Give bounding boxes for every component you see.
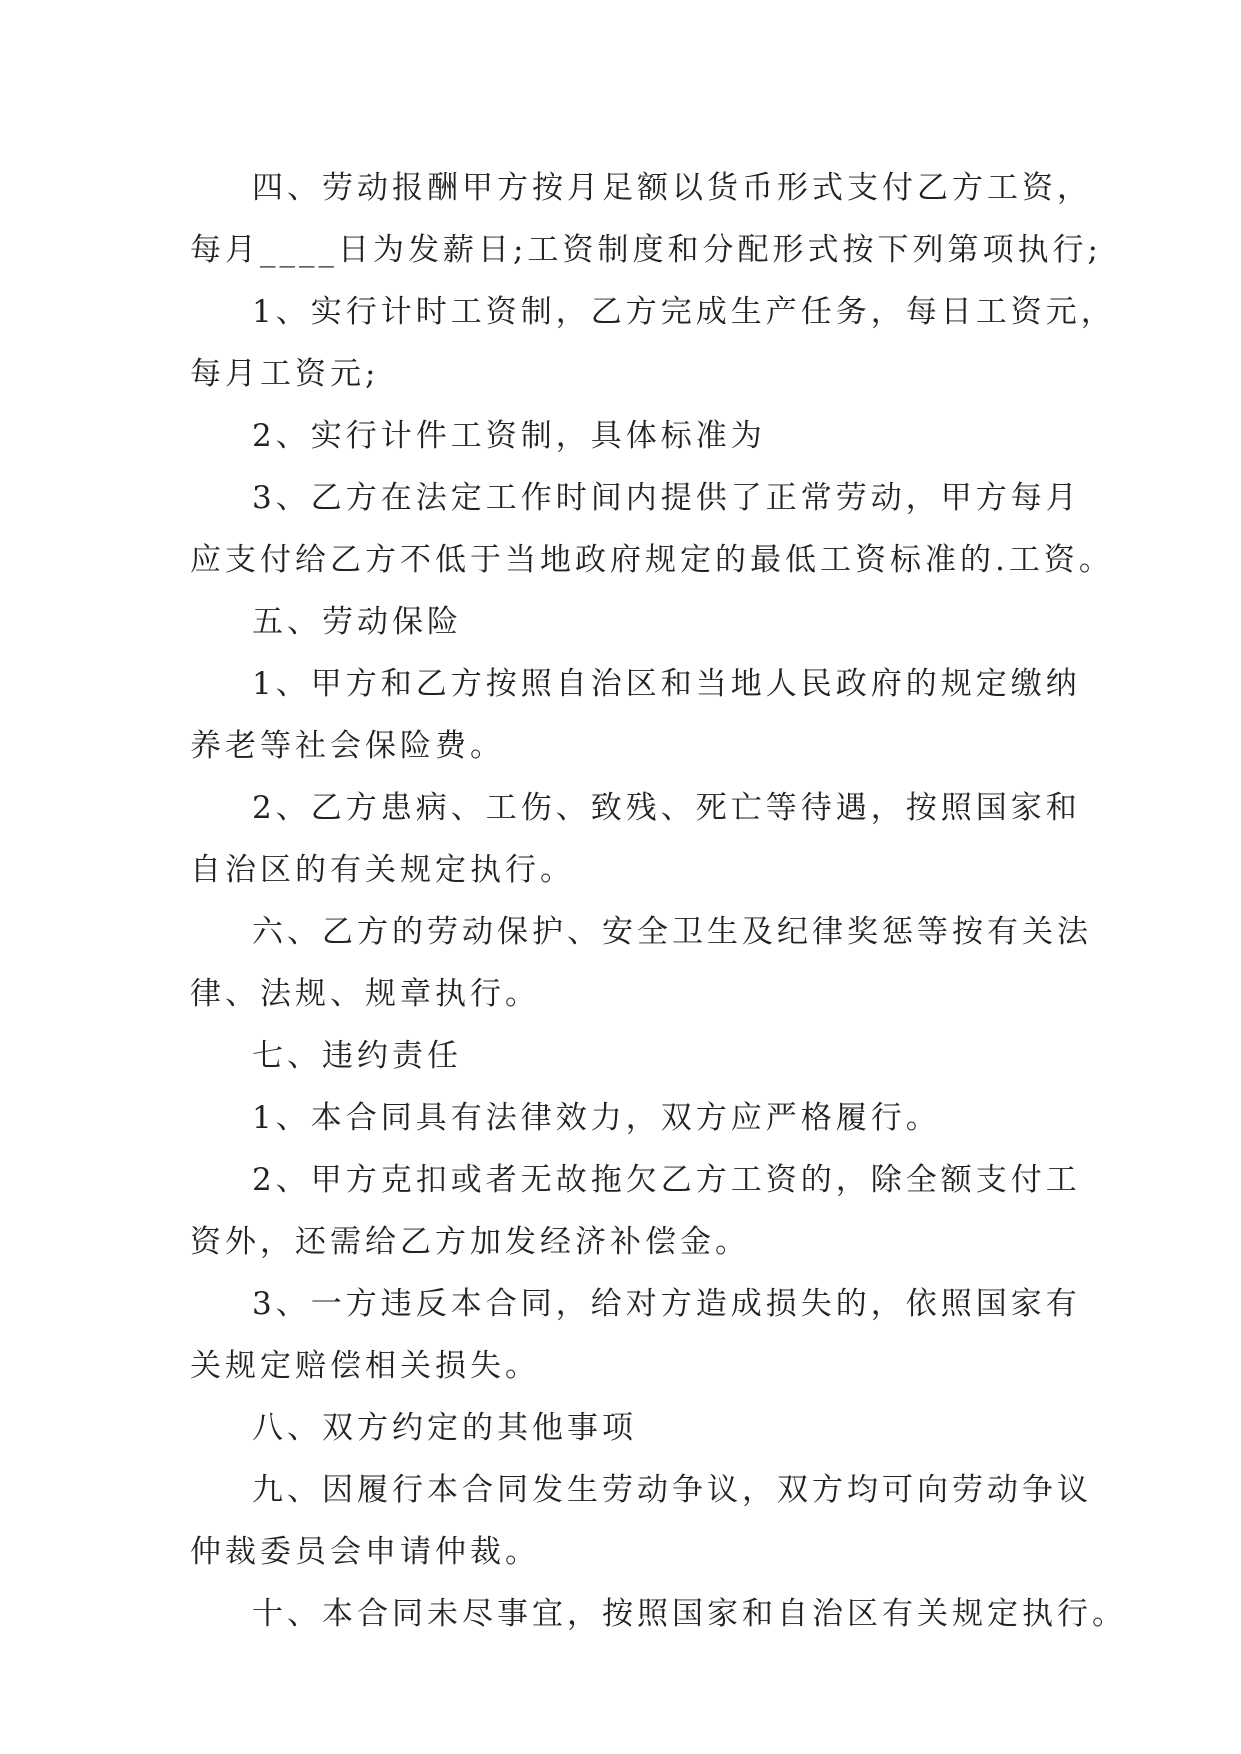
section-7-item-3: 3、一方违反本合同，给对方造成损失的，依照国家有 (252, 1286, 1081, 1322)
section-9-heading: 九、因履行本合同发生劳动争议，双方均可向劳动争议 (252, 1472, 1092, 1508)
section-4-item-2: 2、实行计件工资制，具体标准为 (252, 418, 766, 454)
section-4-heading: 四、劳动报酬甲方按月足额以货币形式支付乙方工资， (252, 170, 1092, 206)
section-7-item-3-continuation: 关规定赔偿相关损失。 (190, 1348, 540, 1384)
section-5-item-1: 1、甲方和乙方按照自治区和当地人民政府的规定缴纳 (252, 666, 1081, 702)
section-10-heading: 十、本合同未尽事宜，按照国家和自治区有关规定执行。 (252, 1596, 1127, 1632)
section-4-item-1: 1、实行计时工资制，乙方完成生产任务，每日工资元， (252, 294, 1116, 330)
section-8-heading: 八、双方约定的其他事项 (252, 1410, 637, 1446)
section-9-continuation: 仲裁委员会申请仲裁。 (190, 1534, 540, 1570)
section-4-item-1-continuation: 每月工资元; (190, 356, 380, 392)
section-4-continuation: 每月____日为发薪日;工资制度和分配形式按下列第项执行; (190, 232, 1102, 268)
section-5-item-2-continuation: 自治区的有关规定执行。 (190, 852, 575, 888)
section-4-item-3: 3、乙方在法定工作时间内提供了正常劳动，甲方每月 (252, 480, 1081, 516)
document-body (190, 157, 1127, 1645)
section-7-item-2: 2、甲方克扣或者无故拖欠乙方工资的，除全额支付工 (252, 1162, 1081, 1198)
section-6-continuation: 律、法规、规章执行。 (190, 976, 540, 1012)
section-5-heading: 五、劳动保险 (252, 604, 462, 640)
section-7-item-2-continuation: 资外，还需给乙方加发经济补偿金。 (190, 1224, 750, 1260)
section-6-heading: 六、乙方的劳动保护、安全卫生及纪律奖惩等按有关法 (252, 914, 1092, 950)
section-4-item-3-continuation: 应支付给乙方不低于当地政府规定的最低工资标准的.工资。 (190, 542, 1114, 578)
section-7-heading: 七、违约责任 (252, 1038, 462, 1074)
section-5-item-1-continuation: 养老等社会保险费。 (190, 728, 505, 764)
section-7-item-1: 1、本合同具有法律效力，双方应严格履行。 (252, 1100, 941, 1136)
section-5-item-2: 2、乙方患病、工伤、致残、死亡等待遇，按照国家和 (252, 790, 1081, 826)
